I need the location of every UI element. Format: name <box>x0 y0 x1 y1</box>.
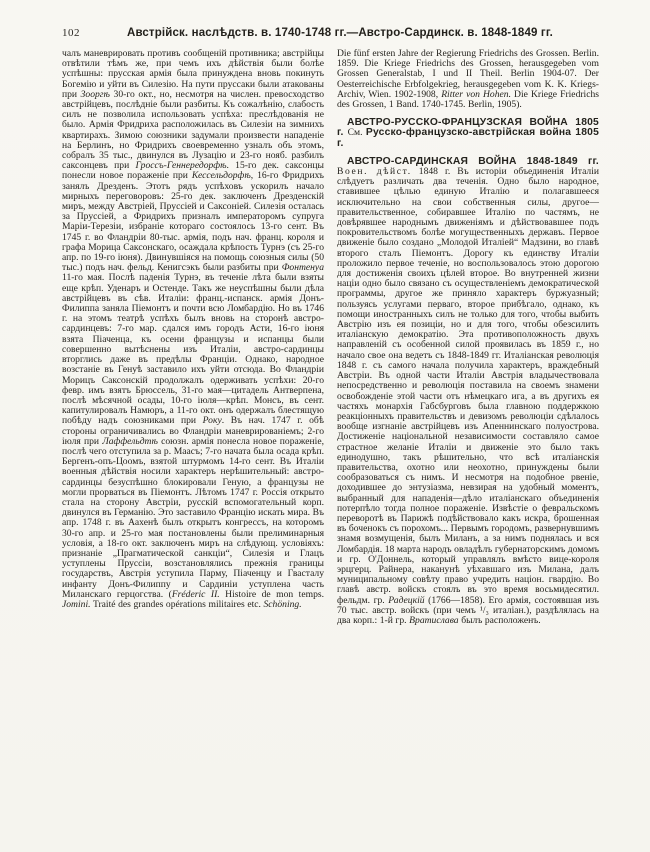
text-columns <box>62 49 599 626</box>
text-segment: Зооргѣ <box>80 88 110 100</box>
text-segment: 30-го окт., но, несмотря на числен. превосходство австрійцевъ, послѣдніе были разбиты. Къ сожалѣнію, слабость силъ не позволила использовать успѣха: преслѣдованія не было. Армія Фридриха расположилась въ Силезіи на зимнихъ квартирахъ. Зимою союзники задумали произвести нападеніе на Берлинъ, но Фридрихъ своевременно узналъ объ этомъ, собралъ 35 тыс., двинулся въ Лузацію и 23-го нояб. разбилъ саксонцевъ при <box>62 88 324 172</box>
text-segment: Вратислава <box>409 614 459 626</box>
text-segment: Кессельдорфѣ <box>191 170 251 182</box>
text-segment: (1766—1858). Его армія, состоявшая изъ 70 тыс. австр. войскъ (при чемъ ¹/₃ италіан.), раздѣлялась на два корп.: 1-й гр. <box>337 594 599 626</box>
text-segment: 1848 г. Въ исторіи объединенія Италіи слѣдуетъ различать два теченія. Одно было народное, ставившее цѣлью единую Италію и полагавшееся исключительно на свои собственныя силы, другое—правительственное, собиравшее Италію по частямъ, не довѣрявшее народнымъ движеніямъ и дѣйствовавшее подъ покровительствомъ болѣе могущественныхъ державъ. Первое движеніе было создано „Молодой Италіей“ Мадзини, во главѣ второго сталъ Піемонтъ. Дорогу къ единству Италіи проложило первое теченіе, но воспользовалось этою дорогою для достиженія своихъ цѣлей второе. Во внутренней жизни націи одно было связано съ осуществленіемъ демократической программы, другое же приняло характеръ буржуазный; пользуясь услугами перваго, второе прибѣгало, однако, къ помощи иностранныхъ силъ не только для того, чтобы выбить Австрію изъ ея позиціи, но и для того, чтобы обезсилить италіанскую демократію. Эта противоположность двухъ направленій съ особенной силой проявилась въ 1859 г., но начало свое она ведетъ съ 1848-1849 гг. Италіанская революція 1848 г. съ самого начала получила характеръ, враждебный Австріи. Въ одной части Италіи Австрія владычествовала непосредственно и революція поставила на своемъ знамени освобожденіе этой части отъ нѣмецкаго ига, а въ другихъ ея частяхъ монархія Габсбурговъ была главною поддержкою реакціонныхъ правительствъ и девизомъ революціи сдѣлалось вообще изгнаніе австрійцевъ изъ Апеннинскаго полуострова. Достиженіе національной независимости составляло самое страстное желаніе Италіи и движеніе это было такъ единодушно, такъ рѣшительно, что всѣ италіанскія правительства, охотно или неохотно, принуждены были сообразоваться съ нимъ. И несмотря на подобное рвеніе, доходившее до энтузіазма, невзирая на удобный моментъ, выбранный для нападенія—дѣло италіанскаго объединенія потерпѣло тогда полное пораженіе. Извѣстіе о февральскомъ переворотѣ въ Парижѣ подѣйствовало какъ искра, брошенная въ боченокъ съ порохомъ... Первымъ городомъ, развернувшимъ знамя возмущенія, былъ Миланъ, а за нимъ поднялась и вся Ломбардія. 18 марта народъ овладѣлъ губернаторскимъ домомъ и гр. О'Доннель, который управлялъ вмѣсто вице-короля эрцгерц. Райнера, наканунѣ уѣхавшаго изъ Милана, далъ муниципальному совѣту право учредить націон. гвардію. Во главѣ австр. войскъ стоялъ въ это время восьмидесятил. фельдм. гр. <box>337 166 599 606</box>
text-segment: союзн. армія понесла новое пораженіе, послѣ чего отступила за р. Маасъ; 7-го начата была осада крѣп. Бергенъ-опъ-Цоомъ, взятой штурмомъ 14-го сент. Въ Италіи военныя дѣйствія носили характеръ нерѣшительный: австро-сардинцы безуспѣшно блокировали Геную, а французы не могли прорваться въ Піемонтъ. Лѣтомъ 1747 г. Россія открыто стала на сторону Австріи, русскій вспомогательный корп. двинулся въ Германію. Это заставило Францію искать мира. Въ апр. 1748 г. въ Аахенѣ былъ открытъ конгрессъ, на которомъ 30-го апр. и 25-го мая постановлены были прелиминарныя условія, а 18-го окт. заключенъ миръ на слѣдующ. условіяхъ: признаніе „Прагматической санкціи“, Силезія и Глацъ уступлены Пруссіи, возстановлялись прежнія границы государствъ, Австрія уступила Парму, Піаченцу и Гвасталу инфанту Донъ-Филиппу и Сардиніи уступлена часть Миланскаго герцогства. ( <box>62 435 325 600</box>
text-segment: Лаффельдтѣ <box>102 435 158 447</box>
text-segment: Schöning. <box>263 598 302 610</box>
text-segment: былъ расположенъ. <box>458 614 541 626</box>
text-segment: Die fünf ersten Jahre der Regierung Friedrichs des Grossen. Berlin. 1859. Die Kriege Friedrichs des Grossen, herausgegeben vom Grossen Generalstab, I und II Theil. Berlin 1904-07. Der Oesterreichische Erbfolgekrieg, herausgegeben vom K. K. Kriegs-Archiv, Wien. 1902-1908, <box>337 48 599 100</box>
text-segment: АВСТРО-САРДИНСКАЯ ВОЙНА 1848-1849 гг. <box>347 155 599 167</box>
text-segment: Гроссъ-Геннередорфѣ <box>135 160 227 172</box>
text-segment: 11-го мая. Послѣ паденія Турнэ, въ теченіе лѣта были взяты еще крѣп. Уденаръ и Остенде. Такъ же неуспѣшны были дѣла австрійцевъ въ сѣв. Италіи: франц.-испанск. армія Донъ-Филиппа заняла Піемонтъ и почти всю Ломбардію. Но въ 1746 г. на этомъ театрѣ успѣхъ былъ вновь на сторонѣ австро-сардинцевъ: 7-го мар. сдался имъ городъ Асти, 16-го іюня взята Піаченца, къ осени французы и испанцы были совершенно вытѣснены изъ Италіи, австро-сардинцы вторглись даже въ предѣлы Франціи. Однако, народное возстаніе въ Генуѣ заставило ихъ уйти отсюда. Во Фландріи Морицъ Саксонскій продолжалъ одерживать успѣхи: 20-го февр. имъ взятъ Брюссель, 31-го мая—цитадель Антверпена, послѣ мѣсячной осады, 10-го іюля—крѣп. Монсъ, въ сент. капитулировалъ Намюръ, а 11-го окт. онъ одержалъ блестящую побѣду надъ союзниками при <box>62 272 324 427</box>
text-segment: чалъ маневрировать противъ сообщеній противника; австрійцы отвѣтили тѣмъ же, при чемъ ихъ дѣйствія были болѣе успѣшны: прусская армія была принуждена вновь покинуть Богемію и уйти въ Силезію. На пути пруссаки были атакованы при <box>62 48 324 100</box>
paragraph <box>337 157 599 626</box>
text-segment: , 16-го Фридрихъ занялъ Дрезденъ. Этотъ рядъ успѣховъ ускорилъ начало мирныхъ переговоровъ: 25-го дек. заключенъ Дрезденскій миръ, между Австріей, Пруссіей и Саксоніей. Силезія осталась за Пруссіей, а Фридрихъ призналъ императоромъ супруга Маріи-Терезіи, избраніе котораго состоялось 13-го сент. Въ 1745 г. во Фландріи 80-тыс. армія, подъ нач. франц. короля и графа Морица Саксонскаго, осаждала крѣпость Турнэ (съ 25-го апр. по 19-го іюня). Двинувшіяся на помощь союзныя силы (50 тыс.) подъ нач. фельд. Кенигсэкъ были разбиты при <box>62 170 325 274</box>
text-segment: Русско-французско-австрійская война 1805 г. <box>337 127 600 149</box>
text-segment: Die Kriege Friedrichs des Grossen, 1 Band. 1740-1745. Berlin, 1905). <box>337 88 600 111</box>
text-segment: Фонтенуа <box>281 262 324 274</box>
text-segment: . Въ нач. 1747 г. обѣ стороны ограничивались во Фландріи маневрированіемъ; 2-го іюля при <box>62 415 324 447</box>
text-segment: См. <box>347 127 366 139</box>
text-segment: . 15-го дек. саксонцы понесли новое пораженіе при <box>62 160 325 182</box>
text-segment: Ritter von Hohen. <box>441 88 511 100</box>
text-segment: Воен. дѣйст. <box>337 166 412 178</box>
text-segment: Traité des grandes opérations militaires etc. <box>90 598 264 610</box>
text-segment: Року <box>202 415 222 427</box>
text-segment: Histoire de mon temps. <box>219 588 324 600</box>
paragraph <box>337 49 599 110</box>
page-number: 102 <box>62 27 80 39</box>
text-segment: Радецкій <box>388 594 425 606</box>
text-segment: АВСТРО-РУССКО-ФРАНЦУЗСКАЯ ВОЙНА 1805 г. <box>337 117 599 139</box>
text-segment: Jomini. <box>62 598 91 610</box>
paragraph <box>62 49 324 610</box>
left-column <box>62 49 324 626</box>
running-header-title: Австрійск. наслѣдств. в. 1740-1748 гг.—Австро-Сардинск. в. 1848-1849 гг. <box>127 27 553 39</box>
right-column <box>337 49 599 626</box>
text-segment: Fréderic II. <box>171 588 220 600</box>
running-header <box>62 27 600 39</box>
paragraph <box>337 118 599 149</box>
